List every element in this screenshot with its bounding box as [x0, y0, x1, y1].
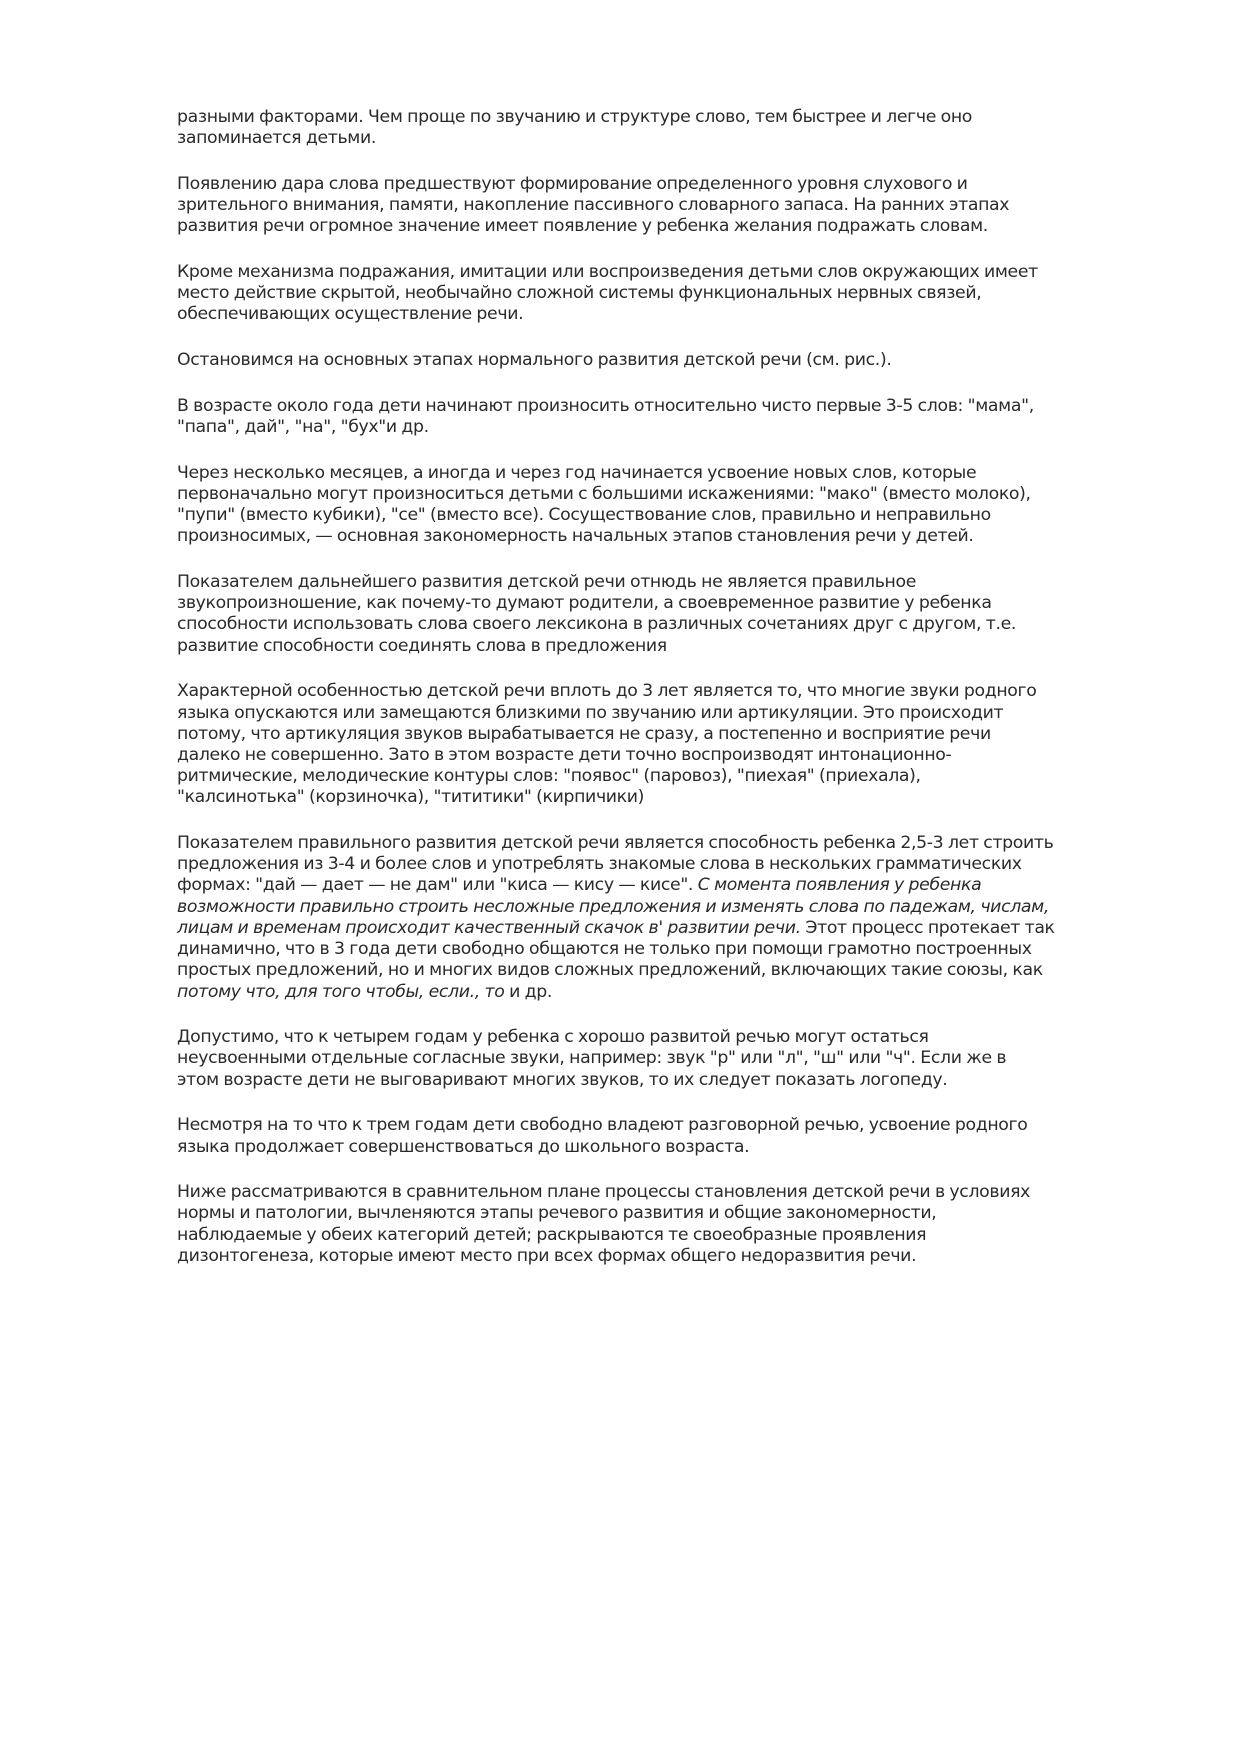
text-segment: Через несколько месяцев, а иногда и через год начинается усвоение новых слов, которые	[177, 462, 977, 483]
text-segment: звукопроизношение, как почему-то думают родители, а своевременное развитие у ребенка	[177, 593, 992, 614]
text-segment: дизонтогенеза, которые имеют место при всех формах общего недоразвития речи.	[177, 1245, 917, 1266]
text-line	[177, 854, 1167, 875]
paragraph	[177, 174, 1167, 238]
text-line	[177, 875, 1167, 896]
text-line	[177, 1027, 1167, 1048]
italic-text: возможности правильно строить несложные предложения и изменять слова по падежам, числам,	[177, 896, 1049, 917]
text-segment: первоначально могут произноситься детьми с большими искажениями: "мако" (вместо молоко),	[177, 483, 1031, 504]
text-line	[177, 724, 1167, 745]
text-line	[177, 216, 1167, 237]
text-segment: нормы и патологии, вычленяются этапы речевого развития и общие закономерности,	[177, 1203, 937, 1224]
text-line	[177, 463, 1167, 484]
text-segment: ритмические, мелодические контуры слов: "появос" (паровоз), "пиехая" (приехала),	[177, 766, 921, 787]
text-line	[177, 484, 1167, 505]
text-segment: обеспечивающих осуществление речи.	[177, 304, 524, 325]
text-line	[177, 787, 1167, 808]
text-segment: В возрасте около года дети начинают произносить относительно чисто первые 3-5 слов: "мама",	[177, 395, 1034, 416]
text-line	[177, 174, 1167, 195]
text-line	[177, 417, 1167, 438]
text-line	[177, 766, 1167, 787]
text-segment: динамично, что в 3 года дети свободно общаются не только при помощи грамотно построенных	[177, 939, 1032, 960]
text-segment: языка продолжает совершенствоваться до школьного возраста.	[177, 1136, 750, 1157]
text-line	[177, 128, 1167, 149]
italic-text: потому что, для того чтобы, если., то	[177, 981, 505, 1002]
text-line	[177, 703, 1167, 724]
paragraph	[177, 107, 1167, 149]
text-line	[177, 1137, 1167, 1158]
text-segment: Допустимо, что к четырем годам у ребенка с хорошо развитой речью могут остаться	[177, 1027, 929, 1048]
paragraph	[177, 1115, 1167, 1157]
paragraph	[177, 463, 1167, 548]
text-segment: этом возрасте дети не выговаривают многих звуков, то их следует показать логопеду.	[177, 1069, 948, 1090]
italic-text: лицам и временам происходит качественный скачок в' развитии речи.	[177, 917, 801, 938]
text-segment: простых предложений, но и многих видов сложных предложений, включающих такие союзы, как	[177, 960, 1043, 981]
text-segment: предложения из 3-4 и более слов и употреблять знакомые слова в нескольких грамматических	[177, 854, 1022, 875]
paragraph	[177, 833, 1167, 1003]
text-line	[177, 960, 1167, 981]
text-segment: формах: "дай — дает — не дам" или "киса — кису — кисе".	[177, 875, 698, 896]
paragraph	[177, 681, 1167, 808]
text-line	[177, 897, 1167, 918]
text-line	[177, 283, 1167, 304]
text-segment: неусвоенными отдельные согласные звуки, например: звук "р" или "л", "ш" или "ч". Если же в	[177, 1048, 1007, 1069]
text-line	[177, 195, 1167, 216]
text-segment: запоминается детьми.	[177, 128, 376, 149]
text-line	[177, 1070, 1167, 1091]
paragraph	[177, 350, 1167, 371]
text-line	[177, 572, 1167, 593]
text-segment: Несмотря на то что к трем годам дети свободно владеют разговорной речью, усвоение родного	[177, 1115, 1028, 1136]
text-line	[177, 107, 1167, 128]
text-line	[177, 982, 1167, 1003]
text-segment: далеко не совершенно. Зато в этом возрасте дети точно воспроизводят интонационно-	[177, 744, 952, 765]
text-line	[177, 918, 1167, 939]
text-line	[177, 526, 1167, 547]
text-segment: развития речи огромное значение имеет появление у ребенка желания подражать словам.	[177, 216, 988, 237]
text-line	[177, 681, 1167, 702]
text-line	[177, 745, 1167, 766]
text-segment: "пупи" (вместо кубики), "се" (вместо все). Сосуществование слов, правильно и неправильно	[177, 505, 991, 526]
text-line	[177, 1203, 1167, 1224]
text-segment: Этот процесс протекает так	[800, 917, 1055, 938]
paragraph	[177, 1182, 1167, 1267]
text-line	[177, 505, 1167, 526]
text-segment: "папа", дай", "на", "бух"и др.	[177, 417, 429, 438]
text-line	[177, 1115, 1167, 1136]
text-segment: место действие скрытой, необычайно сложной системы функциональных нервных связей,	[177, 283, 982, 304]
text-segment: Остановимся на основных этапах нормального развития детской речи (см. рис.).	[177, 350, 892, 371]
text-segment: потому, что артикуляция звуков вырабатывается не сразу, а постепенно и восприятие речи	[177, 723, 991, 744]
italic-text: С момента появления у ребенка	[697, 875, 982, 896]
text-line	[177, 833, 1167, 854]
text-line	[177, 1048, 1167, 1069]
text-segment: Характерной особенностью детской речи вплоть до 3 лет является то, что многие звуки родного	[177, 681, 1037, 702]
text-segment: зрительного внимания, памяти, накопление пассивного словарного запаса. На ранних этапах	[177, 195, 1010, 216]
text-line	[177, 1225, 1167, 1246]
text-line	[177, 939, 1167, 960]
paragraph	[177, 1027, 1167, 1091]
text-segment: способности использовать слова своего лексикона в различных сочетаниях друг с другом, т.е.	[177, 614, 1017, 635]
text-line	[177, 614, 1167, 635]
paragraph	[177, 572, 1167, 657]
text-line	[177, 304, 1167, 325]
text-segment: Появлению дара слова предшествуют формирование определенного уровня слухового и	[177, 173, 968, 194]
text-segment: Ниже рассматриваются в сравнительном плане процессы становления детской речи в условиях	[177, 1182, 1031, 1203]
text-segment: и др.	[504, 981, 553, 1002]
text-segment: Показателем правильного развития детской речи является способность ребенка 2,5-3 лет строить	[177, 833, 1054, 854]
text-segment: языка опускаются или замещаются близкими по звучанию или артикуляции. Это происходит	[177, 702, 1004, 723]
text-segment: Кроме механизма подражания, имитации или воспроизведения детьми слов окружающих имеет	[177, 262, 1038, 283]
text-line	[177, 636, 1167, 657]
text-line	[177, 593, 1167, 614]
text-segment: разными факторами. Чем проще по звучанию и структуре слово, тем быстрее и легче оно	[177, 107, 973, 127]
text-line	[177, 396, 1167, 417]
text-line	[177, 1246, 1167, 1267]
text-segment: наблюдаемые у обеих категорий детей; раскрываются те своеобразные проявления	[177, 1224, 927, 1245]
text-segment: "калсинотька" (корзиночка), "тититики" (кирпичики)	[177, 787, 645, 808]
text-segment: развитие способности соединять слова в предложения	[177, 635, 667, 656]
paragraph	[177, 396, 1167, 438]
text-segment: произносимых, — основная закономерность начальных этапов становления речи у детей.	[177, 526, 974, 547]
document-body	[177, 107, 1167, 1292]
text-line	[177, 262, 1167, 283]
paragraph	[177, 262, 1167, 326]
text-line	[177, 1182, 1167, 1203]
text-line	[177, 350, 1167, 371]
text-segment: Показателем дальнейшего развития детской речи отнюдь не является правильное	[177, 572, 916, 593]
